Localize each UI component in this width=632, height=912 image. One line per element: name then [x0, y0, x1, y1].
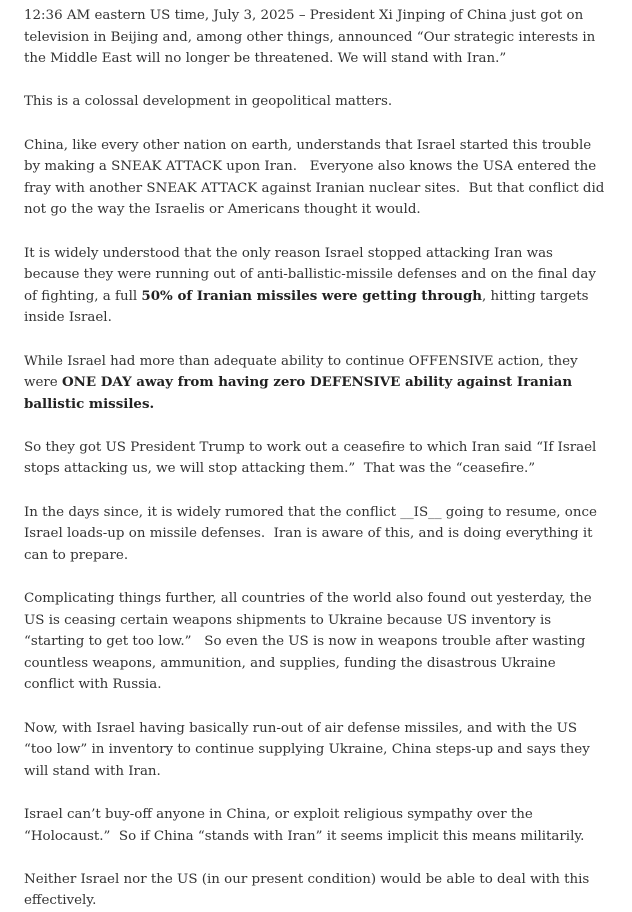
- paragraph-offensive-defensive-text: While Israel had more than adequate ability to continue OFFENSIVE action, they were: [24, 353, 578, 391]
- paragraph-colossal-development: This is a colossal development in geopolitical matters.: [24, 94, 393, 110]
- paragraph-china-steps-up: Now, with Israel having basically run-out of air defense missiles, and with the US “too low” in inventory to continue supplying Ukraine, China steps-up and says they will stand with Iran.: [24, 720, 590, 779]
- paragraph-ukraine-shipments: Complicating things further, all countries of the world also found out yesterday, the US is ceasing certain weapons shipments to Ukraine because US inventory is “starting to get too low.” So even the US is now in weapons trouble after wasting countless weapons, ammunition, and supplies, funding the disastrous Ukraine conflict with Russia.: [24, 591, 592, 693]
- paragraph-ceasefire: So they got US President Trump to work out a ceasefire to which Iran said “If Israel stops attacking us, we will stop attacking them.” That was the “ceasefire.”: [24, 439, 597, 477]
- paragraph-offensive-defensive: [24, 351, 608, 416]
- paragraph-missile-defenses-tail: , hitting targets inside Israel.: [24, 288, 589, 326]
- paragraph-holocaust-sympathy: Israel can’t buy-off anyone in China, or exploit religious sympathy over the “Holocaust.” So if China “stands with Iran” it seems implicit this means militarily.: [24, 806, 585, 844]
- one-day-away-bold: ONE DAY away from having zero DEFENSIVE ability against Iranian ballistic missiles.: [24, 374, 573, 412]
- paragraph-conflict-resume: In the days since, it is widely rumored that the conflict __IS__ going to resume, once Israel loads-up on missile defenses. Iran is aware of this, and is doing everything it can to prepare.: [24, 504, 597, 563]
- paragraph-missile-defenses-text: It is widely understood that the only reason Israel stopped attacking Iran was because they were running out of anti-ballistic-missile defenses and on the final day of fighting, a full: [24, 245, 596, 304]
- paragraph-conclusion: Neither Israel nor the US (in our present condition) would be able to deal with this effectively.: [24, 871, 590, 909]
- paragraph-missile-defenses: [24, 243, 608, 329]
- missiles-getting-through-bold: 50% of Iranian missiles were getting through: [141, 287, 483, 304]
- paragraph-xi-announcement: 12:36 AM eastern US time, July 3, 2025 – President Xi Jinping of China just got on television in Beijing and, among other things, announced “Our strategic interests in the Middle East will no longer be threatened. We will stand with Iran.”: [24, 8, 596, 67]
- paragraph-sneak-attack: China, like every other nation on earth, understands that Israel started this trouble by making a SNEAK ATTACK upon Iran. Everyone also knows the USA entered the fray with another SNEAK ATTACK against Iranian nuclear sites. But that conflict did not go the way the Israelis or Americans thought it would.: [24, 137, 605, 218]
